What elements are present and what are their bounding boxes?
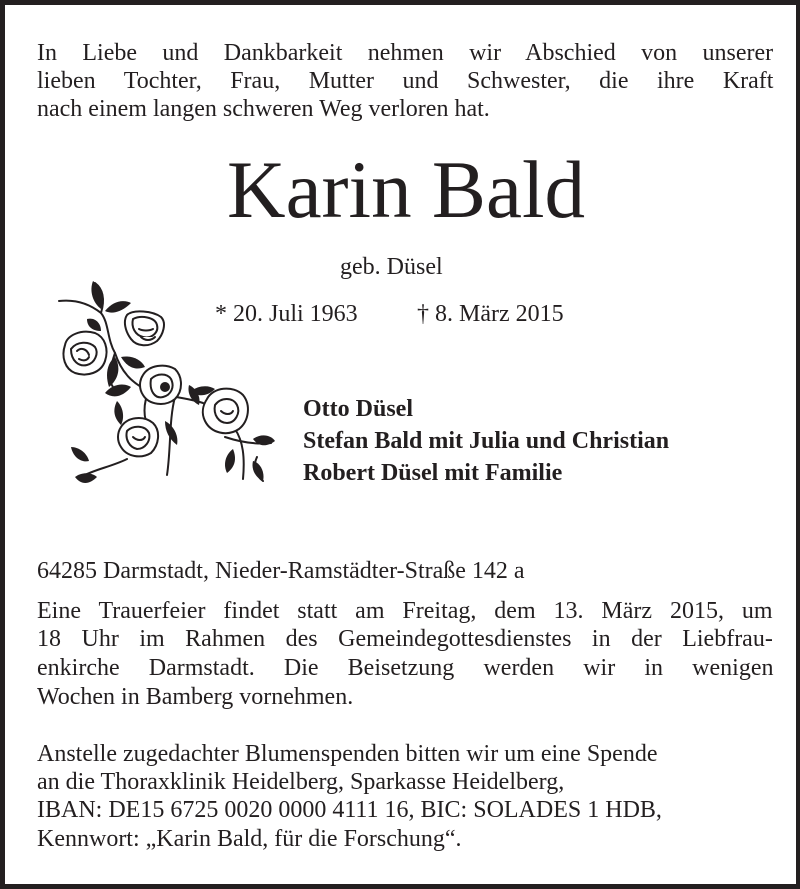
birth-date: * 20. Juli 1963	[215, 301, 358, 327]
intro-line: nach einem langen schweren Weg verloren hat.	[37, 96, 490, 122]
funeral-line: 18 Uhr im Rahmen des Gemeindegottesdienstes in der Liebfrau-	[37, 626, 773, 652]
funeral-line: Eine Trauerfeier findet statt am Freitag, dem 13. März 2015, um	[37, 598, 773, 624]
birth-name: geb. Düsel	[340, 254, 443, 280]
intro-line: In Liebe und Dankbarkeit nehmen wir Abschied von unserer	[37, 40, 774, 66]
deceased-name: Karin Bald	[227, 144, 586, 235]
donation-line: an die Thoraxklinik Heidelberg, Sparkasse Heidelberg,	[37, 769, 565, 795]
mourner-name: Robert Düsel mit Familie	[303, 460, 563, 486]
funeral-line: enkirche Darmstadt. Die Beisetzung werden wir in wenigen	[37, 655, 774, 681]
donation-line: Anstelle zugedachter Blumenspenden bitten wir um eine Spende	[37, 741, 658, 767]
donation-line: Kennwort: „Karin Bald, für die Forschung“.	[37, 826, 462, 852]
intro-line: lieben Tochter, Frau, Mutter und Schwester, die ihre Kraft	[37, 68, 774, 94]
funeral-line: Wochen in Bamberg vornehmen.	[37, 684, 354, 710]
donation-line: IBAN: DE15 6725 0020 0000 4111 16, BIC: SOLADES 1 HDB,	[37, 797, 662, 823]
mourner-name: Otto Düsel	[303, 396, 413, 422]
mourner-name: Stefan Bald mit Julia und Christian	[303, 428, 670, 454]
death-date: † 8. März 2015	[417, 301, 564, 327]
address-line: 64285 Darmstadt, Nieder-Ramstädter-Straße 142 a	[37, 558, 525, 584]
roses-illustration-icon	[57, 279, 279, 491]
